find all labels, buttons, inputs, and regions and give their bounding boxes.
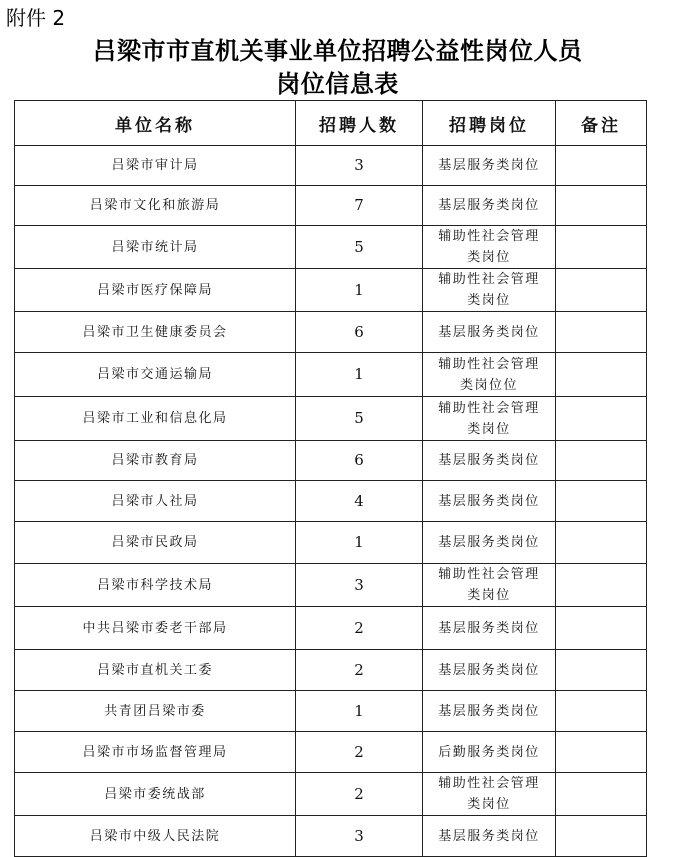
cell-recruit-position: 基层服务类岗位 [423, 522, 556, 564]
table-row [15, 564, 647, 607]
attachment-label: 附件 2 [6, 6, 66, 30]
table-row [15, 353, 647, 397]
cell-unit-name: 吕梁市工业和信息化局 [15, 397, 296, 441]
cell-unit-name: 吕梁市医疗保障局 [15, 269, 296, 312]
table-row [15, 146, 647, 186]
cell-note [556, 441, 647, 481]
cell-note [556, 816, 647, 857]
header-unit-name: 单位名称 [15, 101, 296, 146]
cell-note [556, 269, 647, 312]
cell-unit-name: 吕梁市民政局 [15, 522, 296, 564]
cell-recruit-position: 辅助性社会管理类岗位 [423, 773, 556, 816]
cell-unit-name: 吕梁市文化和旅游局 [15, 186, 296, 226]
cell-unit-name: 吕梁市人社局 [15, 481, 296, 522]
cell-unit-name: 吕梁市直机关工委 [15, 650, 296, 691]
cell-recruit-position: 基层服务类岗位 [423, 481, 556, 522]
cell-note [556, 691, 647, 732]
cell-note [556, 522, 647, 564]
cell-note [556, 773, 647, 816]
cell-recruit-count: 6 [296, 312, 423, 353]
table-row [15, 397, 647, 441]
cell-note [556, 397, 647, 441]
cell-recruit-position: 基层服务类岗位 [423, 607, 556, 650]
cell-recruit-position: 辅助性社会管理类岗位位 [423, 353, 556, 397]
cell-recruit-position: 基层服务类岗位 [423, 650, 556, 691]
cell-recruit-position: 基层服务类岗位 [423, 186, 556, 226]
cell-unit-name: 吕梁市教育局 [15, 441, 296, 481]
table-row [15, 441, 647, 481]
cell-recruit-count: 2 [296, 607, 423, 650]
table-body [15, 146, 647, 857]
cell-note [556, 146, 647, 186]
cell-recruit-count: 1 [296, 691, 423, 732]
cell-note [556, 226, 647, 269]
cell-note [556, 186, 647, 226]
cell-recruit-count: 3 [296, 816, 423, 857]
cell-recruit-position: 辅助性社会管理类岗位 [423, 397, 556, 441]
table-row [15, 226, 647, 269]
cell-recruit-count: 5 [296, 226, 423, 269]
position-info-table [14, 100, 647, 857]
cell-note [556, 732, 647, 773]
table-row [15, 650, 647, 691]
cell-note [556, 650, 647, 691]
cell-unit-name: 共青团吕梁市委 [15, 691, 296, 732]
cell-unit-name: 中共吕梁市委老干部局 [15, 607, 296, 650]
cell-note [556, 607, 647, 650]
cell-recruit-count: 6 [296, 441, 423, 481]
cell-unit-name: 吕梁市审计局 [15, 146, 296, 186]
table-row [15, 607, 647, 650]
table-row [15, 269, 647, 312]
header-recruit-position: 招聘岗位 [423, 101, 556, 146]
table-row [15, 773, 647, 816]
cell-recruit-position: 基层服务类岗位 [423, 441, 556, 481]
header-recruit-count: 招聘人数 [296, 101, 423, 146]
table-row [15, 522, 647, 564]
cell-recruit-position: 辅助性社会管理类岗位 [423, 226, 556, 269]
table-row [15, 732, 647, 773]
cell-unit-name: 吕梁市科学技术局 [15, 564, 296, 607]
table-row [15, 816, 647, 857]
cell-note [556, 564, 647, 607]
cell-recruit-position: 辅助性社会管理类岗位 [423, 269, 556, 312]
cell-recruit-count: 1 [296, 269, 423, 312]
cell-recruit-count: 7 [296, 186, 423, 226]
cell-unit-name: 吕梁市交通运输局 [15, 353, 296, 397]
table-row [15, 312, 647, 353]
cell-recruit-count: 2 [296, 773, 423, 816]
cell-recruit-position: 基层服务类岗位 [423, 816, 556, 857]
document-subtitle: 岗位信息表 [276, 70, 399, 98]
header-note: 备注 [556, 101, 647, 146]
cell-unit-name: 吕梁市卫生健康委员会 [15, 312, 296, 353]
cell-recruit-position: 辅助性社会管理类岗位 [423, 564, 556, 607]
table-header-row [15, 101, 647, 146]
cell-recruit-count: 4 [296, 481, 423, 522]
cell-recruit-count: 2 [296, 732, 423, 773]
table-row [15, 691, 647, 732]
cell-note [556, 481, 647, 522]
cell-recruit-count: 3 [296, 564, 423, 607]
cell-unit-name: 吕梁市市场监督管理局 [15, 732, 296, 773]
cell-recruit-count: 3 [296, 146, 423, 186]
cell-recruit-count: 1 [296, 353, 423, 397]
cell-note [556, 312, 647, 353]
cell-unit-name: 吕梁市委统战部 [15, 773, 296, 816]
cell-note [556, 353, 647, 397]
cell-recruit-position: 后勤服务类岗位 [423, 732, 556, 773]
cell-recruit-position: 基层服务类岗位 [423, 312, 556, 353]
document-title: 吕梁市市直机关事业单位招聘公益性岗位人员 [92, 37, 583, 65]
cell-recruit-position: 基层服务类岗位 [423, 146, 556, 186]
table-row [15, 186, 647, 226]
cell-recruit-position: 基层服务类岗位 [423, 691, 556, 732]
cell-recruit-count: 5 [296, 397, 423, 441]
table-row [15, 481, 647, 522]
cell-recruit-count: 2 [296, 650, 423, 691]
cell-unit-name: 吕梁市统计局 [15, 226, 296, 269]
cell-unit-name: 吕梁市中级人民法院 [15, 816, 296, 857]
cell-recruit-count: 1 [296, 522, 423, 564]
